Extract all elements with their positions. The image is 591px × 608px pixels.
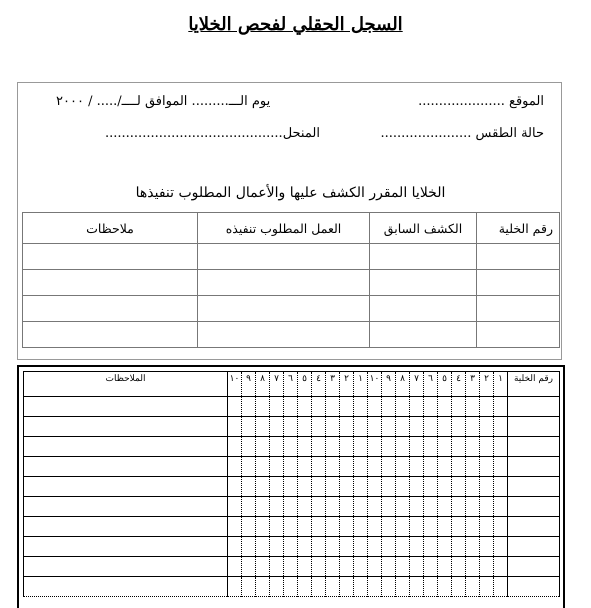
frame-number: ٣: [466, 372, 480, 397]
table-row: [24, 397, 560, 417]
table-cell[interactable]: [508, 477, 560, 497]
frame-number: ٣: [326, 372, 340, 397]
table-cell[interactable]: [256, 417, 270, 437]
table-cell[interactable]: [480, 477, 494, 497]
table-cell[interactable]: [256, 557, 270, 577]
table-cell[interactable]: [228, 477, 242, 497]
table-cell[interactable]: [326, 417, 340, 437]
table-cell[interactable]: [508, 557, 560, 577]
table-cell[interactable]: [438, 437, 452, 457]
table-row: [24, 517, 560, 537]
table-cell[interactable]: [508, 417, 560, 437]
table-cell[interactable]: [438, 397, 452, 417]
planned-hives-table: [22, 212, 560, 348]
table-cell[interactable]: [438, 557, 452, 577]
table-cell[interactable]: [228, 517, 242, 537]
table-cell[interactable]: [480, 577, 494, 597]
table-cell[interactable]: [256, 477, 270, 497]
table-cell[interactable]: [298, 497, 312, 517]
table-cell[interactable]: [424, 537, 438, 557]
table-cell[interactable]: [242, 477, 256, 497]
table-cell[interactable]: [477, 270, 560, 296]
table-cell[interactable]: [340, 577, 354, 597]
table-cell[interactable]: [477, 322, 560, 348]
table-cell[interactable]: [228, 397, 242, 417]
table-cell[interactable]: [438, 577, 452, 597]
table-row: [24, 577, 560, 597]
table-cell[interactable]: [312, 397, 326, 417]
table-cell[interactable]: [410, 457, 424, 477]
table-cell[interactable]: [24, 577, 228, 597]
table-cell[interactable]: [354, 437, 368, 457]
table-cell[interactable]: [228, 497, 242, 517]
table-cell[interactable]: [242, 397, 256, 417]
frame-number: ٢: [340, 372, 354, 397]
table-cell[interactable]: [480, 417, 494, 437]
table-cell[interactable]: [382, 417, 396, 437]
table-cell[interactable]: [23, 296, 198, 322]
frames-record-section: [17, 365, 565, 608]
table-cell[interactable]: [466, 457, 480, 477]
table-cell[interactable]: [256, 397, 270, 417]
table-cell[interactable]: [228, 537, 242, 557]
table-cell[interactable]: [452, 577, 466, 597]
table-cell[interactable]: [508, 457, 560, 477]
table-cell[interactable]: [452, 537, 466, 557]
table-cell[interactable]: [494, 417, 508, 437]
table-cell[interactable]: [368, 457, 382, 477]
table-cell[interactable]: [340, 397, 354, 417]
table-cell[interactable]: [284, 537, 298, 557]
table-cell[interactable]: [396, 477, 410, 497]
table-cell[interactable]: [312, 537, 326, 557]
table-cell[interactable]: [228, 417, 242, 437]
frame-number: ٤: [312, 372, 326, 397]
table-cell[interactable]: [326, 457, 340, 477]
frame-number: ٧: [410, 372, 424, 397]
table-cell[interactable]: [382, 557, 396, 577]
table-cell[interactable]: [242, 517, 256, 537]
table-row: [23, 244, 560, 270]
table-cell[interactable]: [284, 437, 298, 457]
table-cell[interactable]: [494, 397, 508, 417]
table-cell[interactable]: [24, 437, 228, 457]
table-cell[interactable]: [410, 537, 424, 557]
table-cell[interactable]: [368, 497, 382, 517]
table-cell[interactable]: [298, 417, 312, 437]
table-cell[interactable]: [340, 517, 354, 537]
table-cell[interactable]: [354, 477, 368, 497]
table-cell[interactable]: [424, 437, 438, 457]
table-cell[interactable]: [312, 477, 326, 497]
table-cell[interactable]: [508, 577, 560, 597]
table-cell[interactable]: [256, 517, 270, 537]
table-cell[interactable]: [452, 557, 466, 577]
table-cell[interactable]: [24, 557, 228, 577]
frames-record-table: [23, 371, 560, 597]
table-row: [24, 477, 560, 497]
table-cell[interactable]: [382, 537, 396, 557]
table-cell[interactable]: [298, 437, 312, 457]
table-cell[interactable]: [284, 577, 298, 597]
table-cell[interactable]: [368, 397, 382, 417]
table-cell[interactable]: [198, 322, 370, 348]
table-cell[interactable]: [438, 497, 452, 517]
table-cell[interactable]: [340, 437, 354, 457]
table-cell[interactable]: [410, 557, 424, 577]
frame-number: ٧: [270, 372, 284, 397]
table-cell[interactable]: [312, 517, 326, 537]
table-cell[interactable]: [354, 517, 368, 537]
table-cell[interactable]: [370, 296, 477, 322]
frame-number: ١٠: [368, 372, 382, 397]
table-cell[interactable]: [438, 517, 452, 537]
table-cell[interactable]: [270, 397, 284, 417]
table-cell[interactable]: [494, 457, 508, 477]
table-cell[interactable]: [284, 397, 298, 417]
table-header-row: [23, 213, 560, 244]
planned-hives-heading: الخلايا المقرر الكشف عليها والأعمال المطلوب تنفيذها: [135, 185, 446, 201]
table-cell[interactable]: [312, 457, 326, 477]
table-cell[interactable]: [284, 477, 298, 497]
table-cell[interactable]: [270, 517, 284, 537]
table-cell[interactable]: [494, 577, 508, 597]
table-cell[interactable]: [326, 557, 340, 577]
frame-number: ٩: [242, 372, 256, 397]
table-cell[interactable]: [340, 477, 354, 497]
table-cell[interactable]: [298, 397, 312, 417]
table-cell[interactable]: [466, 517, 480, 537]
table-cell[interactable]: [312, 437, 326, 457]
table-cell[interactable]: [396, 517, 410, 537]
table-cell[interactable]: [410, 517, 424, 537]
table-cell[interactable]: [480, 517, 494, 537]
table-cell[interactable]: [410, 397, 424, 417]
table-cell[interactable]: [340, 457, 354, 477]
header-hive-number: رقم الخلية: [508, 372, 560, 397]
table-cell[interactable]: [396, 537, 410, 557]
table-cell[interactable]: [326, 497, 340, 517]
table-cell[interactable]: [242, 437, 256, 457]
table-cell[interactable]: [326, 397, 340, 417]
table-cell[interactable]: [480, 557, 494, 577]
table-cell[interactable]: [198, 270, 370, 296]
table-cell[interactable]: [424, 557, 438, 577]
table-cell[interactable]: [494, 437, 508, 457]
table-cell[interactable]: [242, 457, 256, 477]
table-cell[interactable]: [466, 417, 480, 437]
table-cell[interactable]: [494, 497, 508, 517]
table-cell[interactable]: [438, 537, 452, 557]
table-cell[interactable]: [370, 270, 477, 296]
table-cell[interactable]: [270, 457, 284, 477]
table-cell[interactable]: [494, 517, 508, 537]
table-cell[interactable]: [477, 244, 560, 270]
header-required-work: العمل المطلوب تنفيذه: [198, 213, 370, 244]
table-cell[interactable]: [368, 417, 382, 437]
table-cell[interactable]: [242, 537, 256, 557]
table-cell[interactable]: [396, 497, 410, 517]
frame-number: ٥: [438, 372, 452, 397]
table-cell[interactable]: [284, 497, 298, 517]
table-cell[interactable]: [354, 537, 368, 557]
table-cell[interactable]: [396, 457, 410, 477]
table-cell[interactable]: [438, 477, 452, 497]
table-cell[interactable]: [452, 397, 466, 417]
table-cell[interactable]: [382, 437, 396, 457]
table-cell[interactable]: [298, 477, 312, 497]
table-cell[interactable]: [298, 577, 312, 597]
frame-number: ١٠: [228, 372, 242, 397]
table-cell[interactable]: [198, 244, 370, 270]
table-cell[interactable]: [396, 577, 410, 597]
frame-number: ٦: [424, 372, 438, 397]
table-cell[interactable]: [508, 517, 560, 537]
table-cell[interactable]: [340, 497, 354, 517]
table-cell[interactable]: [452, 457, 466, 477]
table-cell[interactable]: [424, 417, 438, 437]
table-cell[interactable]: [452, 437, 466, 457]
table-cell[interactable]: [284, 417, 298, 437]
table-cell[interactable]: [24, 497, 228, 517]
table-cell[interactable]: [270, 437, 284, 457]
table-cell[interactable]: [24, 417, 228, 437]
table-cell[interactable]: [480, 537, 494, 557]
table-cell[interactable]: [23, 322, 198, 348]
table-row: [24, 497, 560, 517]
table-cell[interactable]: [424, 477, 438, 497]
table-cell[interactable]: [424, 457, 438, 477]
table-cell[interactable]: [466, 397, 480, 417]
table-cell[interactable]: [452, 477, 466, 497]
table-cell[interactable]: [368, 577, 382, 597]
table-cell[interactable]: [508, 397, 560, 417]
table-cell[interactable]: [370, 244, 477, 270]
table-cell[interactable]: [354, 497, 368, 517]
frame-number: ٨: [396, 372, 410, 397]
table-cell[interactable]: [340, 537, 354, 557]
table-cell[interactable]: [23, 270, 198, 296]
frame-number: ٩: [382, 372, 396, 397]
table-cell[interactable]: [370, 322, 477, 348]
table-cell[interactable]: [480, 457, 494, 477]
site-field: الموقع .....................: [418, 94, 544, 109]
table-cell[interactable]: [24, 517, 228, 537]
frame-number: ٤: [452, 372, 466, 397]
table-cell[interactable]: [480, 437, 494, 457]
table-cell[interactable]: [424, 517, 438, 537]
table-cell[interactable]: [452, 517, 466, 537]
table-cell[interactable]: [340, 417, 354, 437]
table-row: [24, 537, 560, 557]
table-cell[interactable]: [326, 577, 340, 597]
table-cell[interactable]: [424, 577, 438, 597]
table-cell[interactable]: [24, 537, 228, 557]
table-cell[interactable]: [466, 557, 480, 577]
table-cell[interactable]: [466, 437, 480, 457]
table-cell[interactable]: [24, 477, 228, 497]
table-cell[interactable]: [312, 497, 326, 517]
table-cell[interactable]: [242, 577, 256, 597]
table-cell[interactable]: [256, 577, 270, 597]
page-title: السجل الحقلي لفحص الخلايا: [188, 14, 403, 35]
table-cell[interactable]: [354, 457, 368, 477]
table-cell[interactable]: [270, 417, 284, 437]
table-cell[interactable]: [452, 497, 466, 517]
table-cell[interactable]: [312, 577, 326, 597]
table-cell[interactable]: [298, 537, 312, 557]
table-cell[interactable]: [382, 577, 396, 597]
table-cell[interactable]: [480, 397, 494, 417]
frames-header-row: [24, 372, 560, 397]
day-date-field: يوم الـــ......... الموافق لــــ/..... / ٢٠٠٠: [56, 94, 271, 109]
table-cell[interactable]: [256, 457, 270, 477]
table-row: [24, 557, 560, 577]
table-cell[interactable]: [354, 557, 368, 577]
table-cell[interactable]: [242, 497, 256, 517]
frame-number: ٨: [256, 372, 270, 397]
table-row: [24, 457, 560, 477]
table-cell[interactable]: [480, 497, 494, 517]
table-cell[interactable]: [410, 577, 424, 597]
table-cell[interactable]: [242, 417, 256, 437]
table-cell[interactable]: [368, 557, 382, 577]
table-cell[interactable]: [23, 244, 198, 270]
table-cell[interactable]: [452, 417, 466, 437]
table-cell[interactable]: [354, 577, 368, 597]
table-cell[interactable]: [494, 477, 508, 497]
table-cell[interactable]: [270, 557, 284, 577]
inspection-plan-section: [17, 82, 562, 360]
table-cell[interactable]: [270, 497, 284, 517]
table-cell[interactable]: [410, 497, 424, 517]
table-cell[interactable]: [494, 557, 508, 577]
table-cell[interactable]: [340, 557, 354, 577]
table-cell[interactable]: [382, 497, 396, 517]
table-cell[interactable]: [270, 537, 284, 557]
table-cell[interactable]: [368, 517, 382, 537]
table-cell[interactable]: [382, 397, 396, 417]
table-cell[interactable]: [298, 557, 312, 577]
table-cell[interactable]: [382, 457, 396, 477]
table-cell[interactable]: [256, 497, 270, 517]
table-cell[interactable]: [410, 477, 424, 497]
table-row: [24, 437, 560, 457]
header-hive-number: رقم الخلية: [477, 213, 560, 244]
table-cell[interactable]: [256, 537, 270, 557]
table-cell[interactable]: [368, 437, 382, 457]
table-cell[interactable]: [424, 397, 438, 417]
table-cell[interactable]: [396, 397, 410, 417]
frame-number: ١: [494, 372, 508, 397]
table-cell[interactable]: [228, 557, 242, 577]
frame-number: ١: [354, 372, 368, 397]
table-cell[interactable]: [242, 557, 256, 577]
table-cell[interactable]: [466, 537, 480, 557]
table-cell[interactable]: [477, 296, 560, 322]
table-cell[interactable]: [312, 417, 326, 437]
table-cell[interactable]: [270, 577, 284, 597]
table-cell[interactable]: [312, 557, 326, 577]
table-cell[interactable]: [354, 417, 368, 437]
table-cell[interactable]: [382, 477, 396, 497]
table-row: [24, 417, 560, 437]
table-cell[interactable]: [298, 517, 312, 537]
table-cell[interactable]: [410, 437, 424, 457]
table-cell[interactable]: [508, 437, 560, 457]
table-cell[interactable]: [410, 417, 424, 437]
table-cell[interactable]: [228, 437, 242, 457]
frame-number: ٥: [298, 372, 312, 397]
table-cell[interactable]: [270, 477, 284, 497]
table-cell[interactable]: [326, 517, 340, 537]
table-cell[interactable]: [396, 557, 410, 577]
table-cell[interactable]: [396, 417, 410, 437]
table-cell[interactable]: [382, 517, 396, 537]
header-notes: ملاحظات: [23, 213, 198, 244]
table-cell[interactable]: [24, 397, 228, 417]
table-cell[interactable]: [228, 577, 242, 597]
table-cell[interactable]: [354, 397, 368, 417]
table-cell[interactable]: [256, 437, 270, 457]
table-cell[interactable]: [228, 457, 242, 477]
table-cell[interactable]: [326, 537, 340, 557]
table-cell[interactable]: [326, 477, 340, 497]
header-previous-inspection: الكشف السابق: [370, 213, 477, 244]
table-cell[interactable]: [396, 437, 410, 457]
table-cell[interactable]: [24, 457, 228, 477]
table-cell[interactable]: [368, 537, 382, 557]
table-row: [23, 270, 560, 296]
table-cell[interactable]: [438, 457, 452, 477]
table-cell[interactable]: [368, 477, 382, 497]
table-cell[interactable]: [298, 457, 312, 477]
table-cell[interactable]: [466, 577, 480, 597]
table-cell[interactable]: [284, 457, 298, 477]
table-cell[interactable]: [466, 497, 480, 517]
header-notes: الملاحظات: [24, 372, 228, 397]
weather-field: حالة الطقس ......................: [380, 126, 544, 141]
table-row: [23, 296, 560, 322]
table-cell[interactable]: [326, 437, 340, 457]
table-cell[interactable]: [508, 537, 560, 557]
table-cell[interactable]: [284, 517, 298, 537]
table-cell[interactable]: [284, 557, 298, 577]
table-cell[interactable]: [424, 497, 438, 517]
table-cell[interactable]: [508, 497, 560, 517]
table-cell[interactable]: [198, 296, 370, 322]
apiary-field: المنحل...........................................: [105, 126, 320, 141]
table-row: [23, 322, 560, 348]
frame-number: ٢: [480, 372, 494, 397]
table-cell[interactable]: [438, 417, 452, 437]
frame-number: ٦: [284, 372, 298, 397]
table-cell[interactable]: [494, 537, 508, 557]
table-cell[interactable]: [466, 477, 480, 497]
